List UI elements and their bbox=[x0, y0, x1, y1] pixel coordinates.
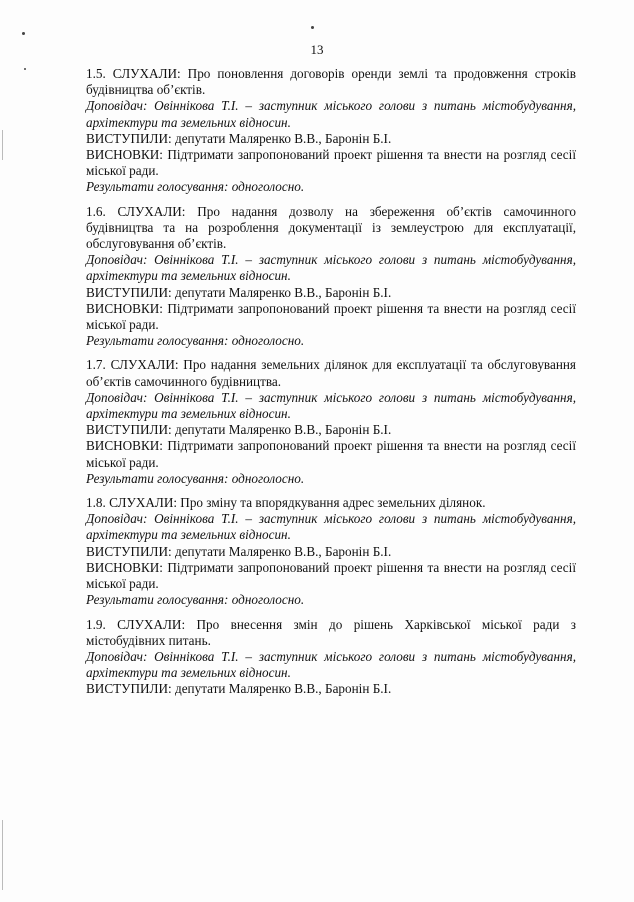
scan-speck bbox=[24, 68, 26, 70]
scan-edge-line bbox=[2, 130, 3, 160]
agenda-item-1-9 bbox=[86, 617, 576, 698]
speaker-paragraph: Доповідач: Овіннікова Т.І. – заступник міського голови з питань містобудування, архітектури та земельних відносин. bbox=[86, 511, 576, 543]
conclusion-paragraph: ВИСНОВКИ: Підтримати запропонований проект рішення та внести на розгляд сесії міської ради. bbox=[86, 438, 576, 470]
speaker-paragraph: Доповідач: Овіннікова Т.І. – заступник міського голови з питань містобудування, архітектури та земельних відносин. bbox=[86, 389, 576, 422]
conclusion-paragraph: ВИСНОВКИ: Підтримати запропонований проект рішення та внести на розгляд сесії міської ради. bbox=[86, 559, 576, 592]
heard-paragraph: 1.6. СЛУХАЛИ: Про надання дозволу на збереження об’єктів самочинного будівництва та на розроблення документації із землеустрою для експлуатації, обслуговування об’єктів. bbox=[86, 203, 576, 252]
spoke-paragraph: ВИСТУПИЛИ: депутати Маляренко В.В., Баронін Б.І. bbox=[86, 543, 392, 559]
spoke-paragraph: ВИСТУПИЛИ: депутати Маляренко В.В., Баронін Б.І. bbox=[86, 284, 392, 300]
spoke-paragraph: ВИСТУПИЛИ: депутати Маляренко В.В., Баронін Б.І. bbox=[86, 130, 392, 146]
speaker-paragraph: Доповідач: Овіннікова Т.І. – заступник міського голови з питань містобудування, архітектури та земельних відносин. bbox=[86, 98, 576, 130]
spoke-paragraph: ВИСТУПИЛИ: депутати Маляренко В.В., Баронін Б.І. bbox=[86, 422, 392, 438]
scan-edge-line bbox=[2, 820, 3, 890]
conclusion-paragraph: ВИСНОВКИ: Підтримати запропонований проект рішення та внести на розгляд сесії міської ради. bbox=[86, 147, 576, 179]
agenda-item-1-6 bbox=[86, 204, 576, 350]
heard-paragraph: 1.9. СЛУХАЛИ: Про внесення змін до рішень Харківської міської ради з містобудівних питань. bbox=[86, 616, 576, 648]
vote-result: Результати голосування: одноголосно. bbox=[86, 470, 305, 486]
heard-paragraph: 1.7. СЛУХАЛИ: Про надання земельних ділянок для експлуатації та обслуговування об’єктів самочинного будівництва. bbox=[86, 357, 576, 389]
scan-speck bbox=[22, 32, 25, 35]
agenda-item-1-7 bbox=[86, 357, 576, 487]
conclusion-paragraph: ВИСНОВКИ: Підтримати запропонований проект рішення та внести на розгляд сесії міської ради. bbox=[86, 300, 576, 333]
vote-result: Результати голосування: одноголосно. bbox=[86, 333, 305, 349]
page-number: 13 bbox=[310, 42, 324, 57]
heard-paragraph: 1.5. СЛУХАЛИ: Про поновлення договорів оренди землі та продовження строків будівництва об’єктів. bbox=[86, 66, 576, 98]
spoke-paragraph: ВИСТУПИЛИ: депутати Маляренко В.В., Баронін Б.І. bbox=[86, 681, 392, 697]
document-body bbox=[86, 66, 576, 698]
agenda-item-1-5 bbox=[86, 66, 576, 196]
speaker-paragraph: Доповідач: Овіннікова Т.І. – заступник міського голови з питань містобудування, архітектури та земельних відносин. bbox=[86, 648, 576, 681]
vote-result: Результати голосування: одноголосно. bbox=[86, 592, 305, 608]
vote-result: Результати голосування: одноголосно. bbox=[86, 179, 305, 195]
speaker-paragraph: Доповідач: Овіннікова Т.І. – заступник міського голови з питань містобудування, архітектури та земельних відносин. bbox=[86, 252, 576, 284]
agenda-item-1-8 bbox=[86, 495, 576, 608]
heard-paragraph: 1.8. СЛУХАЛИ: Про зміну та впорядкування адрес земельних ділянок. bbox=[86, 495, 486, 511]
scan-speck bbox=[311, 26, 314, 29]
